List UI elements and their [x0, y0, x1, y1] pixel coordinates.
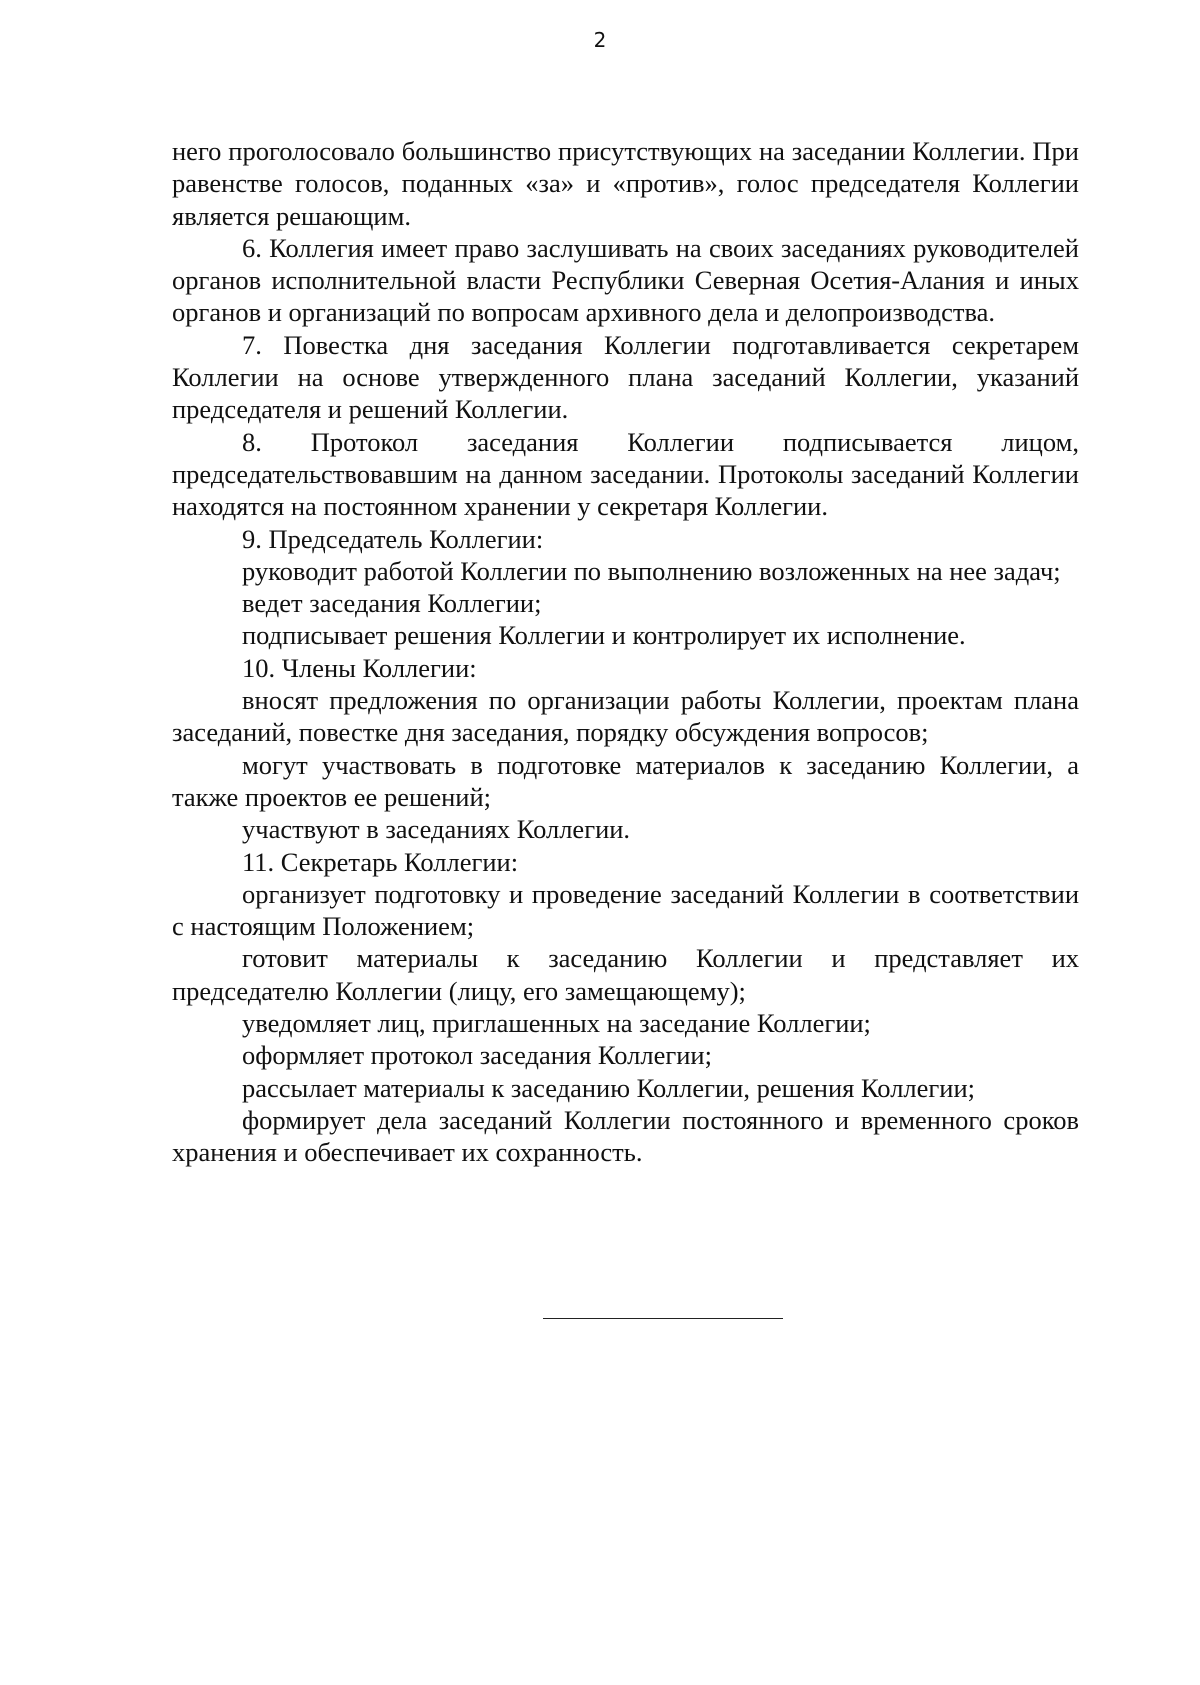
paragraph: 9. Председатель Коллегии: — [242, 523, 544, 554]
paragraph: 10. Члены Коллегии: — [242, 652, 477, 683]
paragraph: подписывает решения Коллегии и контролирует их исполнение. — [242, 620, 966, 651]
paragraph: него проголосовало большинство присутствующих на заседании Коллегии. При равенстве голосов, поданных «за» и «против», голос председателя Коллегии является решающим. — [172, 136, 1079, 231]
paragraph: организует подготовку и проведение заседаний Коллегии в соответствии с настоящим Положением; — [172, 878, 1079, 942]
paragraph: уведомляет лиц, приглашенных на заседание Коллегии; — [242, 1008, 871, 1039]
paragraph: 7. Повестка дня заседания Коллегии подготавливается секретарем Коллегии на основе утвержденного плана заседаний Коллегии, указаний председателя и решений Коллегии. — [172, 329, 1079, 425]
page-number: 2 — [593, 28, 607, 52]
paragraph: готовит материалы к заседанию Коллегии и представляет их председателю Коллегии (лицу, его замещающему); — [172, 943, 1079, 1006]
document-body — [172, 135, 1079, 1169]
paragraph: формирует дела заседаний Коллегии постоянного и временного сроков хранения и обеспечивает их сохранность. — [172, 1104, 1079, 1168]
paragraph: 6. Коллегия имеет право заслушивать на своих заседаниях руководителей органов исполнительной власти Республики Северная Осетия-Алания и иных органов и организаций по вопросам архивного дела и делопроизводства. — [172, 232, 1079, 328]
paragraph: ведет заседания Коллегии; — [242, 588, 542, 619]
paragraph: рассылает материалы к заседанию Коллегии, решения Коллегии; — [242, 1072, 976, 1103]
paragraph: 11. Секретарь Коллегии: — [242, 846, 519, 877]
paragraph: руководит работой Коллегии по выполнению возложенных на нее задач; — [242, 555, 1061, 586]
paragraph: могут участвовать в подготовке материалов к заседанию Коллегии, а также проектов ее решений; — [172, 749, 1079, 812]
end-of-document-rule — [543, 1318, 783, 1319]
paragraph: участвуют в заседаниях Коллегии. — [242, 814, 631, 845]
paragraph: вносят предложения по организации работы Коллегии, проектам плана заседаний, повестке дня заседания, порядку обсуждения вопросов; — [172, 685, 1079, 748]
paragraph: оформляет протокол заседания Коллегии; — [242, 1040, 712, 1071]
paragraph: 8. Протокол заседания Коллегии подписывается лицом, председательствовавшим на данном заседании. Протоколы заседаний Коллегии находятся на постоянном хранении у секретаря Коллегии. — [172, 426, 1079, 522]
